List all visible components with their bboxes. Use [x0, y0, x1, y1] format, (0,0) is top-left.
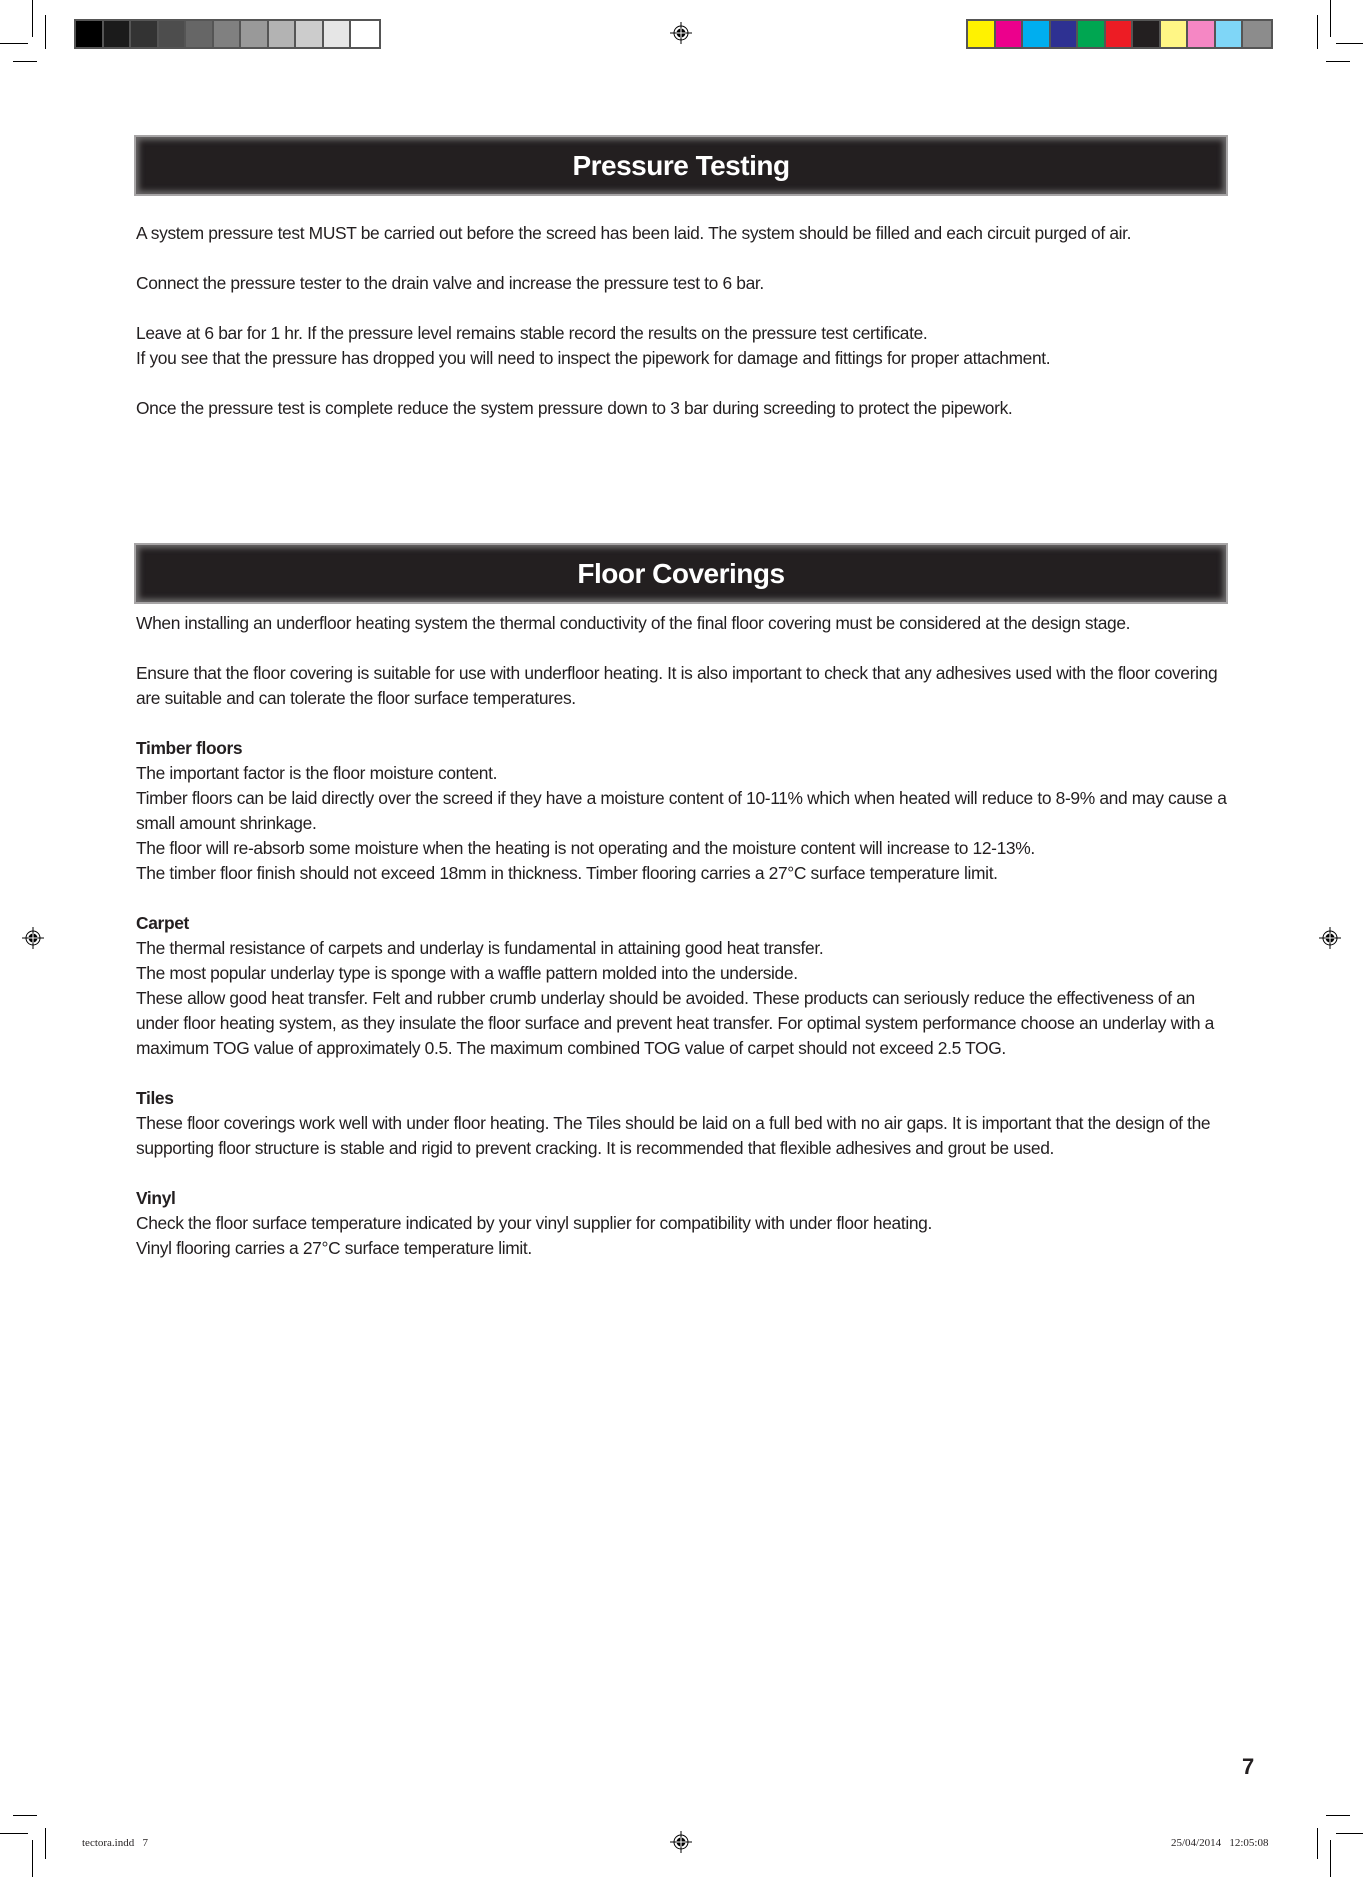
color-swatch — [351, 21, 379, 47]
crop-mark — [0, 43, 28, 44]
paragraph-line: The most popular underlay type is sponge with a waffle pattern molded into the underside. — [136, 963, 798, 983]
floor-coverings-body — [136, 611, 1236, 1286]
color-swatch — [1078, 21, 1106, 47]
paragraph-line: Vinyl flooring carries a 27°C surface temperature limit. — [136, 1238, 532, 1258]
color-swatch — [968, 21, 996, 47]
paragraph: Ensure that the floor covering is suitable for use with underfloor heating. It is also important to check that any adhesives used with the floor covering are suitable and can tolerate the floor surface temperatures. — [136, 663, 1218, 708]
color-swatch — [131, 21, 159, 47]
crop-mark — [1317, 15, 1318, 49]
crop-mark — [13, 1815, 37, 1816]
color-swatch — [296, 21, 324, 47]
crop-mark — [1326, 1815, 1350, 1816]
color-swatch — [1023, 21, 1051, 47]
paragraph — [136, 321, 1236, 371]
color-swatch — [1133, 21, 1161, 47]
color-swatch — [269, 21, 297, 47]
registration-mark-icon — [670, 22, 692, 44]
subsection-heading: Timber floors — [136, 738, 243, 758]
paragraph: Once the pressure test is complete reduce the system pressure down to 3 bar during screeding to protect the pipework. — [136, 398, 1013, 418]
subsection-heading: Vinyl — [136, 1188, 176, 1208]
section-title: Floor Coverings — [577, 557, 785, 589]
paragraph-line: The thermal resistance of carpets and underlay is fundamental in attaining good heat transfer. — [136, 938, 824, 958]
crop-mark — [45, 15, 46, 49]
color-swatch — [76, 21, 104, 47]
color-swatch — [1161, 21, 1189, 47]
color-swatch — [241, 21, 269, 47]
section-title: Pressure Testing — [572, 149, 790, 181]
color-swatch — [1051, 21, 1079, 47]
subsection-heading: Carpet — [136, 913, 189, 933]
color-swatch — [1106, 21, 1134, 47]
crop-mark — [13, 61, 37, 62]
paragraph-line: The floor will re-absorb some moisture when the heating is not operating and the moisture content will increase to 12-13%. — [136, 838, 1035, 858]
color-swatch — [186, 21, 214, 47]
paragraph-line: These allow good heat transfer. Felt and rubber crumb underlay should be avoided. These products can seriously reduce the effectiveness of an under floor heating system, as they insulate the floor surface and prevent heat transfer. For optimal system performance choose an underlay with a maximum TOG value of approximately 0.5. The maximum combined TOG value of carpet should not exceed 2.5 TOG. — [136, 988, 1214, 1058]
crop-mark — [32, 0, 33, 37]
color-swatch — [1216, 21, 1244, 47]
section-header-floor-coverings — [136, 545, 1226, 602]
crop-mark — [45, 1828, 46, 1859]
paragraph-line: The important factor is the floor moisture content. — [136, 763, 498, 783]
subsection-vinyl — [136, 1186, 1236, 1261]
crop-mark — [32, 1840, 33, 1877]
paragraph-line: Timber floors can be laid directly over the screed if they have a moisture content of 10-11% which when heated will reduce to 8-9% and may cause a small amount shrinkage. — [136, 788, 1227, 833]
section-header-pressure-testing — [136, 137, 1226, 194]
registration-mark-icon — [670, 1831, 692, 1853]
crop-mark — [1336, 43, 1363, 44]
cmyk-color-bar — [966, 19, 1273, 49]
paragraph: A system pressure test MUST be carried out before the screed has been laid. The system should be filled and each circuit purged of air. — [136, 223, 1132, 243]
color-swatch — [104, 21, 132, 47]
subsection-carpet — [136, 911, 1236, 1061]
page-number: 7 — [1242, 1754, 1255, 1779]
crop-mark — [1317, 1828, 1318, 1859]
subsection-timber-floors — [136, 736, 1236, 886]
color-swatch — [214, 21, 242, 47]
grayscale-color-bar — [74, 19, 381, 49]
crop-mark — [1326, 61, 1350, 62]
color-swatch — [1243, 21, 1271, 47]
paragraph-line: Check the floor surface temperature indicated by your vinyl supplier for compatibility with under floor heating. — [136, 1213, 932, 1233]
subsection-heading: Tiles — [136, 1088, 174, 1108]
crop-mark — [1330, 1840, 1331, 1877]
registration-mark-icon — [1319, 927, 1341, 949]
pressure-testing-body — [136, 221, 1236, 446]
paragraph-line: If you see that the pressure has dropped you will need to inspect the pipework for damage and fittings for proper attachment. — [136, 348, 1051, 368]
crop-mark — [0, 1833, 28, 1834]
registration-mark-icon — [22, 927, 44, 949]
paragraph-line: These floor coverings work well with under floor heating. The Tiles should be laid on a full bed with no air gaps. It is important that the design of the supporting floor structure is stable and rigid to prevent cracking. It is recommended that flexible adhesives and grout be used. — [136, 1113, 1211, 1158]
crop-mark — [1336, 1833, 1363, 1834]
subsection-tiles — [136, 1086, 1236, 1161]
paragraph: When installing an underfloor heating system the thermal conductivity of the final floor covering must be considered at the design stage. — [136, 613, 1131, 633]
slug-datetime: 25/04/2014 12:05:08 — [1171, 1837, 1269, 1849]
crop-mark — [1330, 0, 1331, 37]
color-swatch — [324, 21, 352, 47]
paragraph-line: The timber floor finish should not exceed 18mm in thickness. Timber flooring carries a 27°C surface temperature limit. — [136, 863, 998, 883]
color-swatch — [996, 21, 1024, 47]
slug-filename: tectora.indd 7 — [82, 1837, 148, 1849]
paragraph: Connect the pressure tester to the drain valve and increase the pressure test to 6 bar. — [136, 273, 764, 293]
color-swatch — [1188, 21, 1216, 47]
color-swatch — [159, 21, 187, 47]
paragraph-line: Leave at 6 bar for 1 hr. If the pressure level remains stable record the results on the pressure test certificate. — [136, 323, 928, 343]
